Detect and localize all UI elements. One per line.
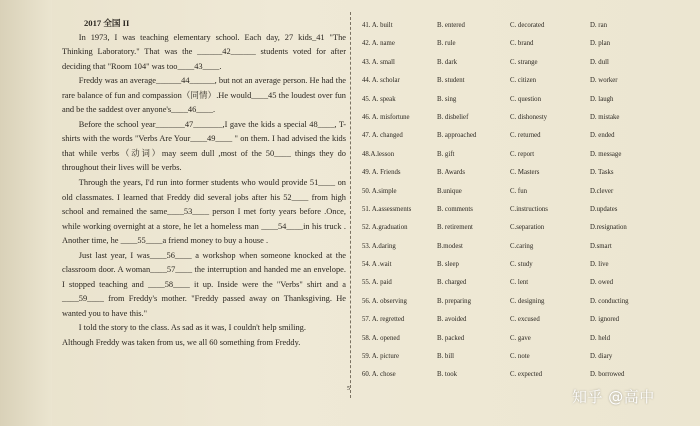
option-c: C. brand xyxy=(510,40,534,48)
option-row xyxy=(362,22,692,40)
option-row xyxy=(362,188,692,206)
option-b: B. avoided xyxy=(437,316,467,324)
option-b: B. took xyxy=(437,371,458,379)
option-a: 50. A.simple xyxy=(362,187,397,195)
option-a: 41. A. built xyxy=(362,22,393,29)
option-a: 59. A. picture xyxy=(362,353,399,361)
passage-title: 2017 全国 II xyxy=(84,18,130,28)
option-row xyxy=(362,353,692,371)
option-b: B. rule xyxy=(437,40,456,48)
option-d: D. live xyxy=(590,261,609,269)
option-d: D. ended xyxy=(590,132,615,140)
passage-paragraph-1: In 1973, I was teaching elementary school. Each day, 27 kids_41 "The Thinking Laboratory." That was the ______42______ students voted for after deciding that "Room 104" was too____43____. xyxy=(62,32,346,71)
option-b: B. packed xyxy=(437,334,465,342)
option-row xyxy=(362,298,692,316)
option-row xyxy=(362,261,692,279)
option-a: 53. A.daring xyxy=(362,242,396,250)
option-c: C. Masters xyxy=(510,169,540,177)
passage-paragraph-3: Before the school year_______47_______,I gave the kids a special 48____, T-shirts with the words "Verbs Are Your____49____ " on them. I had advised the kids that while verbs（动词）may seem dull ,most of the 50____ things they do throughout their lives will be verbs. xyxy=(62,119,346,173)
option-d: D. worker xyxy=(590,77,618,85)
option-row xyxy=(362,224,692,242)
option-row xyxy=(362,151,692,169)
option-a: 42. A. name xyxy=(362,40,395,48)
option-a: 52. A.graduation xyxy=(362,224,408,232)
passage-paragraph-4: Through the years, I'd run into former students who would provide 51____ on old classmates. I learned that Freddy did several jobs after his 52____ from high school and remained the same____53____ person I met forty years before .Once, while working overnight at a store, he let a homeless man ____54____in his truck . Another time, he ____55____a friend money to buy a house . xyxy=(62,178,346,246)
option-d: D. conducting xyxy=(590,297,629,305)
option-d: D.smart xyxy=(590,242,612,250)
option-c: C. excused xyxy=(510,316,540,324)
option-c: C. report xyxy=(510,150,535,158)
passage-paragraph-2: Freddy was an average______44______, but not an average person. He had the rare balance of fun and compassion（同情）.He would____45 the loudest over fun and be the saddest over anyone's____46____. xyxy=(62,76,346,115)
option-d: D. mistake xyxy=(590,113,620,121)
option-c: C.separation xyxy=(510,224,545,232)
option-c: C. expected xyxy=(510,371,543,379)
option-c: C. strange xyxy=(510,58,538,66)
option-c: C. fun xyxy=(510,187,527,195)
option-a: 49. A. Friends xyxy=(362,169,401,177)
option-c: C.caring xyxy=(510,242,534,250)
option-b: B. Awards xyxy=(437,169,466,177)
option-row xyxy=(362,243,692,261)
option-c: C. lent xyxy=(510,279,529,287)
option-b: B. sing xyxy=(437,95,457,103)
option-row xyxy=(362,59,692,77)
option-d: D. message xyxy=(590,150,622,158)
option-c: C. dishonesty xyxy=(510,113,548,121)
option-b: B. bill xyxy=(437,353,454,361)
option-b: B. sleep xyxy=(437,261,459,269)
option-a: 60. A. chose xyxy=(362,371,396,379)
option-a: 51. A.assessments xyxy=(362,205,412,213)
option-c: C. gave xyxy=(510,334,531,342)
option-d: D. dull xyxy=(590,58,609,66)
option-row xyxy=(362,169,692,187)
option-d: D. ran xyxy=(590,22,607,29)
option-a: 57. A. regretted xyxy=(362,316,405,324)
option-c: C. citizen xyxy=(510,77,537,85)
option-row xyxy=(362,40,692,58)
option-c: C.instructions xyxy=(510,205,548,213)
passage-paragraph-5: Just last year, I was____56____ a workshop when someone knocked at the classroom door. A woman____57____ the interruption and handed me an envelope. I stopped teaching and ____58____ it up. Inside were the "Verbs" shirt and a ____59____ from Freddy's mother. "Freddy passed away on Thanksgiving. He wanted you to have this." xyxy=(62,250,346,318)
column-divider xyxy=(350,12,351,398)
option-row xyxy=(362,77,692,95)
option-d: D.updates xyxy=(590,205,618,213)
option-d: D.clever xyxy=(590,187,614,195)
option-a: 47. A. changed xyxy=(362,132,403,140)
option-row xyxy=(362,96,692,114)
option-b: B. dark xyxy=(437,58,458,66)
option-b: B. disbelief xyxy=(437,113,469,121)
zhihu-watermark: 知乎 @高中 xyxy=(572,388,655,406)
option-a: 55. A. paid xyxy=(362,279,392,287)
option-row xyxy=(362,335,692,353)
option-c: C. question xyxy=(510,95,541,103)
option-d: D. borrowed xyxy=(590,371,625,379)
option-b: B. charged xyxy=(437,279,467,287)
option-a: 54. A .wait xyxy=(362,261,392,269)
option-row xyxy=(362,114,692,132)
option-b: B. comments xyxy=(437,205,473,213)
passage-column xyxy=(62,16,346,351)
page-number: 5 xyxy=(347,386,350,392)
option-b: B.modest xyxy=(437,242,463,250)
option-d: D. ignored xyxy=(590,316,620,324)
option-a: 58. A. opened xyxy=(362,334,400,342)
option-b: B. retirement xyxy=(437,224,473,232)
passage-paragraph-7: Although Freddy was taken from us, we all 60 something from Freddy. xyxy=(62,338,301,348)
option-a: 48.A.lesson xyxy=(362,150,395,158)
option-d: D. plan xyxy=(590,40,611,48)
option-a: 56. A. observing xyxy=(362,297,407,305)
passage-paragraph-6: I told the story to the class. As sad as it was, I couldn't help smiling. xyxy=(78,323,306,333)
option-d: D.resignation xyxy=(590,224,627,232)
option-d: D. Tasks xyxy=(590,169,614,177)
option-b: B. gift xyxy=(437,150,455,158)
options-column xyxy=(362,22,692,390)
option-c: C. note xyxy=(510,353,530,361)
option-b: B.unique xyxy=(437,187,462,195)
option-d: D. diary xyxy=(590,353,613,361)
option-a: 43. A. small xyxy=(362,58,395,66)
option-b: B. entered xyxy=(437,22,465,29)
option-a: 46. A. misfortune xyxy=(362,113,410,121)
option-b: B. approached xyxy=(437,132,477,140)
option-a: 45. A. speak xyxy=(362,95,396,103)
option-c: C. returned xyxy=(510,132,541,140)
option-a: 44. A. scholar xyxy=(362,77,400,85)
option-b: B. preparing xyxy=(437,297,471,305)
option-row xyxy=(362,132,692,150)
option-b: B. student xyxy=(437,77,465,85)
option-d: D. owed xyxy=(590,279,614,287)
option-row xyxy=(362,279,692,297)
option-c: C. decorated xyxy=(510,22,545,29)
option-row xyxy=(362,206,692,224)
option-d: D. laugh xyxy=(590,95,614,103)
option-row xyxy=(362,316,692,334)
option-d: D. held xyxy=(590,334,611,342)
option-c: C. designing xyxy=(510,297,545,305)
option-c: C. study xyxy=(510,261,533,269)
